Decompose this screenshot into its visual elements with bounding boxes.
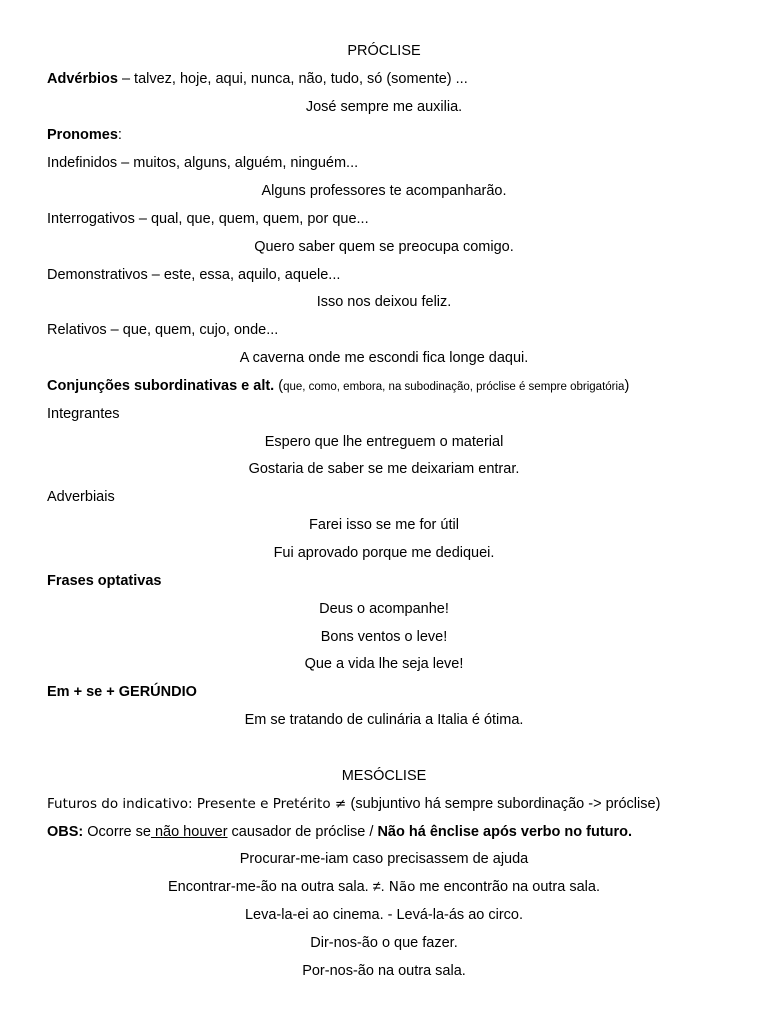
proclise-title: PRÓCLISE: [347, 43, 421, 59]
adverbios-example: José sempre me auxilia.: [305, 99, 463, 115]
integrantes-line: Integrantes: [47, 406, 120, 422]
adverbiais-example-2: Fui aprovado porque me dediquei.: [273, 545, 495, 561]
interrogativos-line: Interrogativos – qual, que, quem, quem, por que...: [47, 211, 369, 227]
adverbios-label: Advérbios: [47, 71, 118, 87]
adverbios-text: – talvez, hoje, aqui, nunca, não, tudo, só (somente) ...: [117, 71, 468, 87]
interrogativos-example: Quero saber quem se preocupa comigo.: [254, 239, 514, 255]
adverbiais-line: Adverbiais: [47, 489, 115, 505]
futuros-line: [0, 792, 768, 816]
demonstrativos-example: Isso nos deixou feliz.: [316, 294, 452, 310]
mesoclise-example-2-c: me encontrão na outra sala.: [415, 879, 600, 895]
conjuncoes-label: Conjunções subordinativas e alt.: [47, 378, 275, 394]
integrantes-example-2: Gostaria de saber se me deixariam entrar.: [248, 461, 520, 477]
obs-text-1: Ocorre se: [83, 824, 151, 840]
gerundio-label: Em + se + GERÚNDIO: [47, 684, 197, 700]
mesoclise-example-3: Leva-la-ei ao cinema. - Levá-la-ás ao circo.: [244, 907, 524, 923]
mesoclise-example-2-a: Encontrar-me-ão na outra sala. ≠.: [168, 879, 389, 895]
optativas-example-3: Que a vida lhe seja leve!: [304, 656, 464, 672]
indefinidos-example: Alguns professores te acompanharão.: [261, 183, 507, 199]
adverbios-line: [0, 67, 768, 91]
mesoclise-title: MESÓCLISE: [341, 768, 427, 784]
optativas-example-2: Bons ventos o leve!: [320, 629, 448, 645]
gerundio-example: Em se tratando de culinária a Italia é ótima.: [244, 712, 524, 728]
pronomes-line: [0, 123, 768, 147]
adverbiais-example-1: Farei isso se me for útil: [309, 517, 459, 533]
indefinidos-line: Indefinidos – muitos, alguns, alguém, ninguém...: [47, 155, 359, 171]
conjuncoes-line: [0, 374, 768, 398]
mesoclise-example-1: Procurar-me-iam caso precisassem de ajuda: [239, 851, 529, 867]
futuros-text-2: (subjuntivo há sempre subordinação -> próclise): [350, 796, 661, 812]
pronomes-colon: :: [117, 127, 122, 143]
conjuncoes-paren-close: ): [624, 378, 630, 394]
obs-label: OBS:: [47, 824, 84, 840]
mesoclise-example-4: Dir-nos-ão o que fazer.: [310, 935, 458, 951]
obs-underlined: não houver: [150, 824, 228, 840]
obs-line: [0, 820, 768, 844]
relativos-example: A caverna onde me escondi fica longe daqui.: [239, 350, 529, 366]
obs-bold: Não há ênclise após verbo no futuro.: [377, 824, 633, 840]
optativas-label: Frases optativas: [47, 573, 162, 589]
obs-text-2: causador de próclise /: [227, 824, 378, 840]
mesoclise-example-2: [0, 875, 768, 899]
mesoclise-example-2-b: Não: [388, 879, 416, 895]
pronomes-label: Pronomes: [47, 127, 118, 143]
optativas-example-1: Deus o acompanhe!: [319, 601, 449, 617]
futuros-text: Futuros do indicativo: Presente e Pretérito ≠: [47, 796, 351, 812]
demonstrativos-line: Demonstrativos – este, essa, aquilo, aquele...: [47, 267, 341, 283]
mesoclise-example-5: Por-nos-ão na outra sala.: [302, 963, 466, 979]
relativos-line: Relativos – que, quem, cujo, onde...: [47, 322, 279, 338]
integrantes-example-1: Espero que lhe entreguem o material: [264, 434, 504, 450]
conjuncoes-note: que, como, embora, na subodinação, próclise é sempre obrigatória: [283, 381, 625, 393]
conjuncoes-paren-open: (: [274, 378, 284, 394]
